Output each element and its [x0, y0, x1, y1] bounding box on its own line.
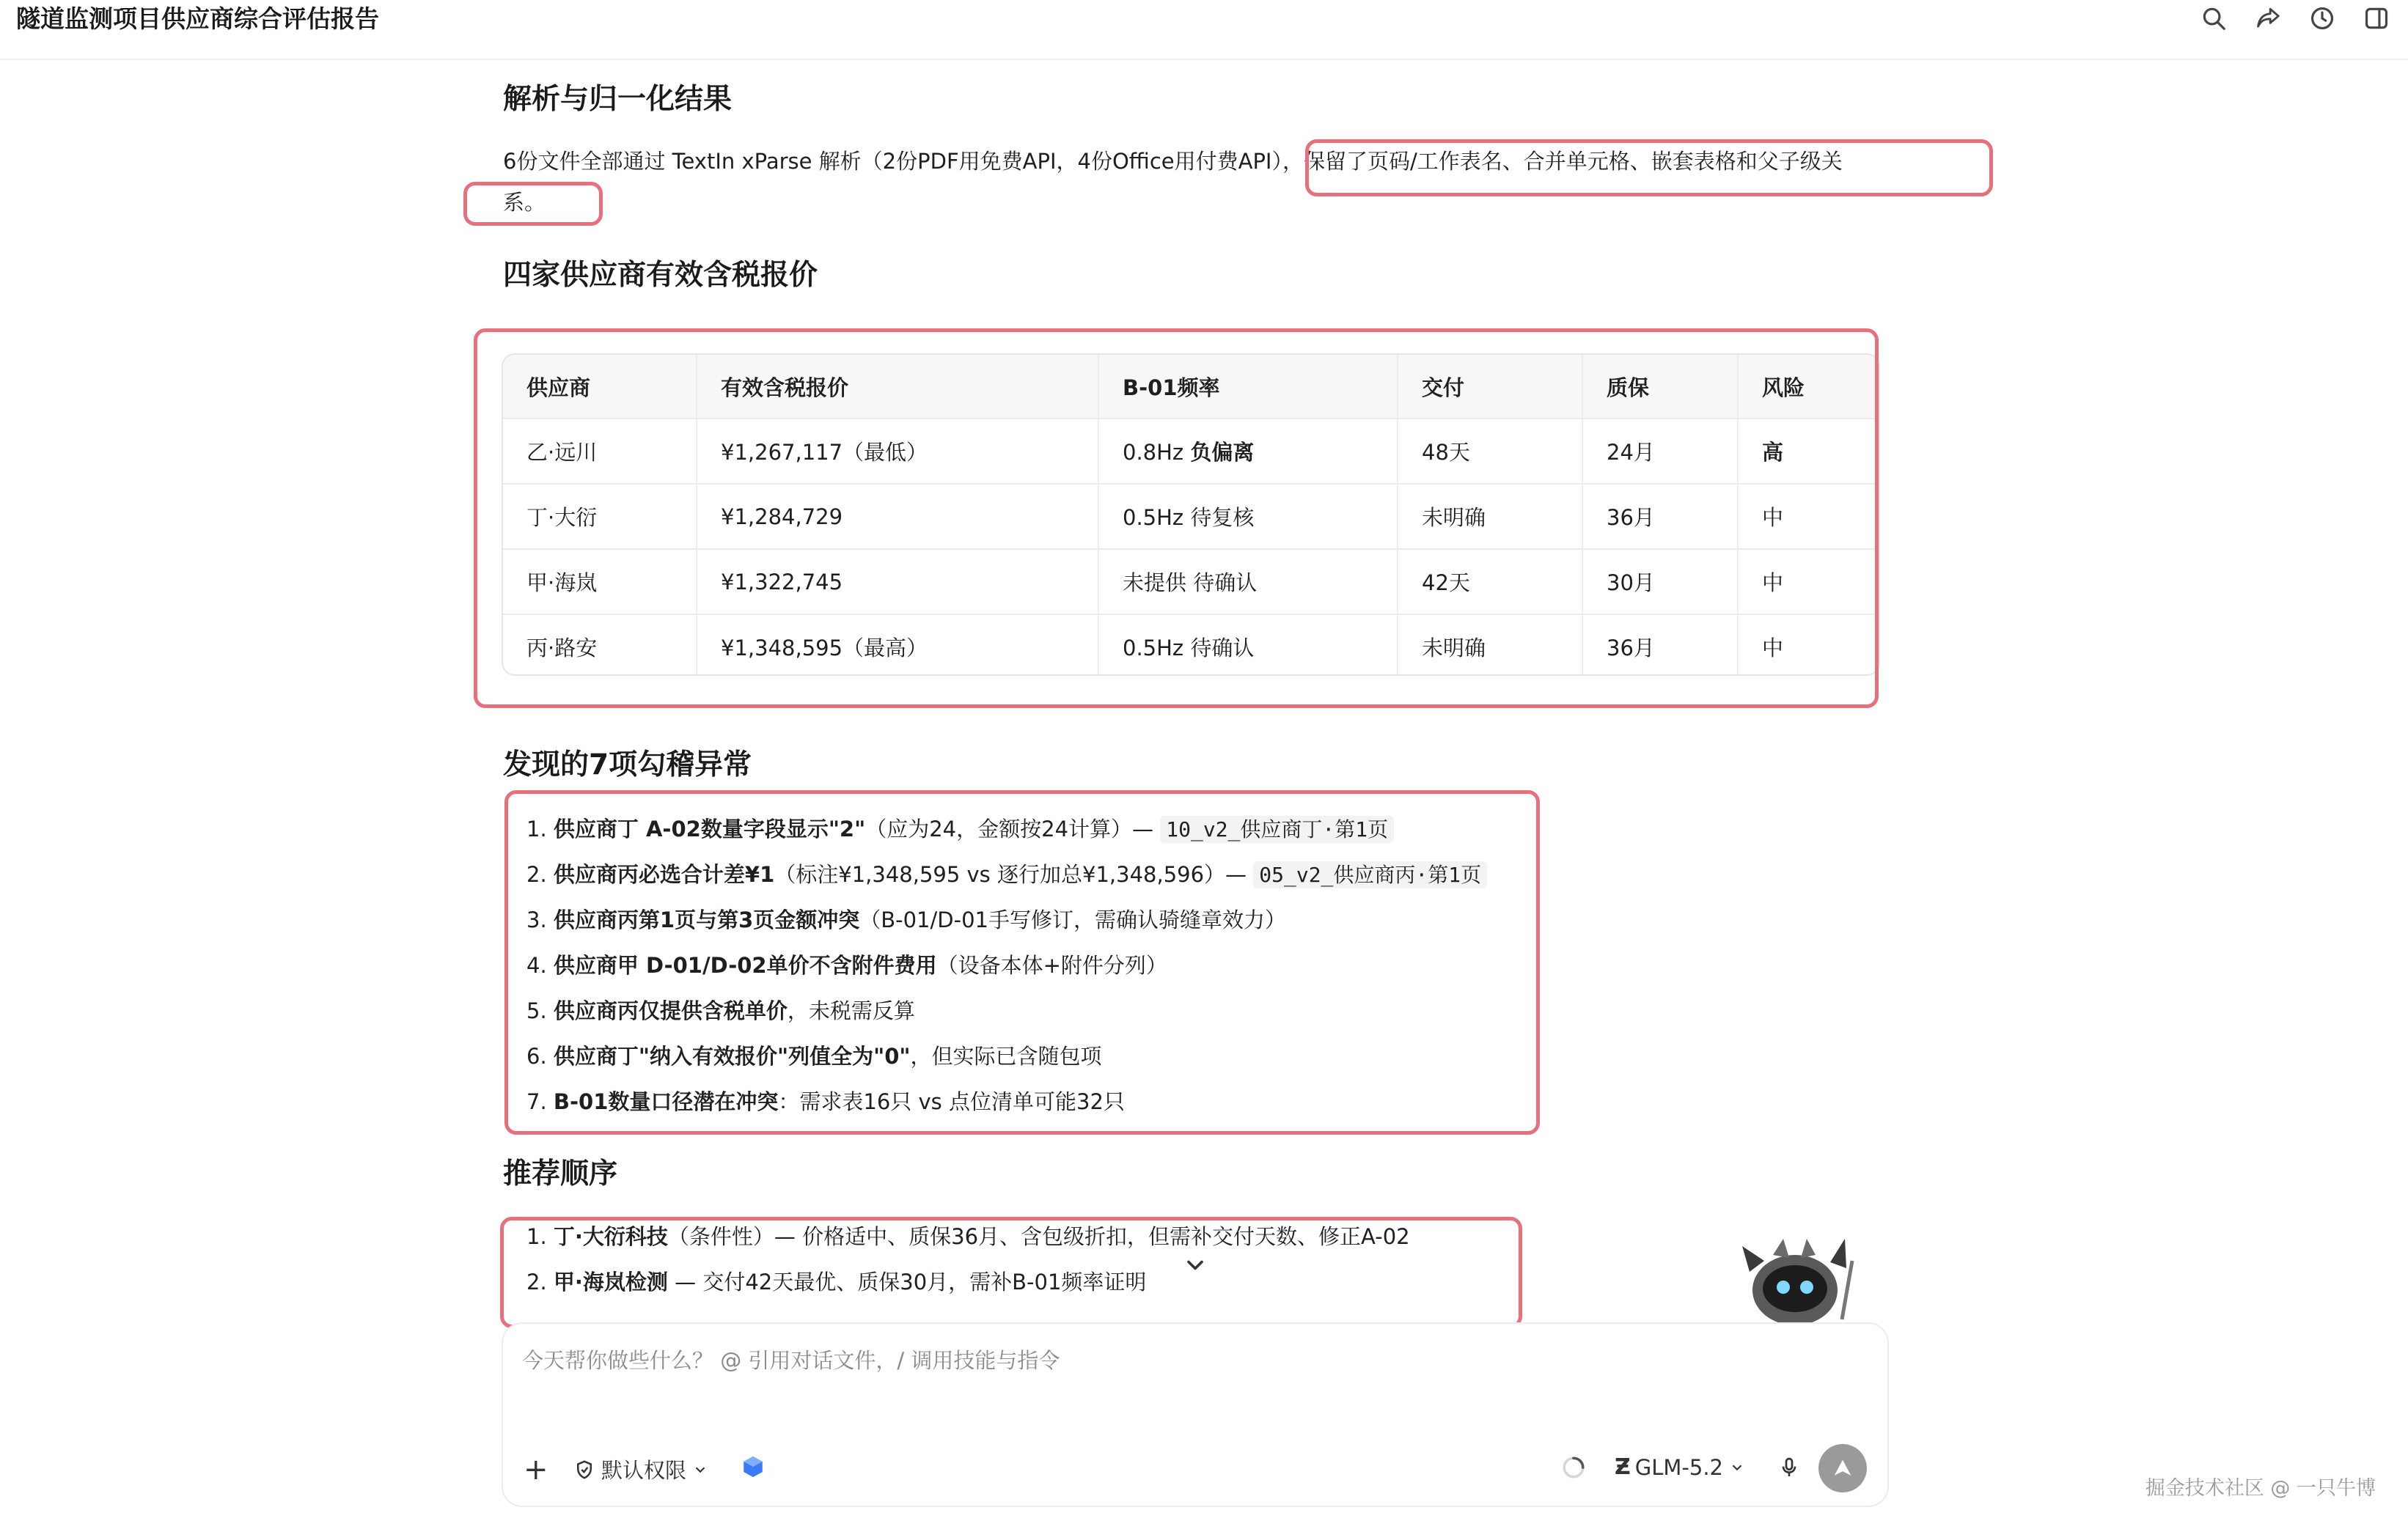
cell-risk: 中	[1738, 549, 1880, 614]
history-icon[interactable]	[2308, 4, 2336, 32]
send-arrow-icon	[1830, 1456, 1855, 1481]
column-header-b01-frequency: B-01频率	[1098, 355, 1398, 419]
chevron-down-icon	[692, 1462, 708, 1478]
cell-risk: 中	[1738, 484, 1880, 549]
source-reference: 10_v2_供应商丁·第1页	[1160, 816, 1394, 843]
skill-cube-icon[interactable]	[741, 1454, 766, 1479]
frequency-value: 0.5Hz	[1123, 636, 1184, 660]
table-header-row	[503, 355, 1880, 419]
toolbar-icons	[2200, 4, 2390, 32]
cell-delivery: 48天	[1398, 419, 1582, 484]
frequency-note: 负偏离	[1190, 440, 1255, 465]
list-item: 1. 丁·大衍科技（条件性）— 价格适中、质保36月、含包级折扣，但需补交付天数、修正A-02	[526, 1224, 1410, 1249]
cell-delivery: 42天	[1398, 549, 1582, 614]
heading-recommendation: 推荐顺序	[503, 1157, 618, 1190]
cell-frequency	[1098, 549, 1398, 614]
cell-risk: 中	[1762, 636, 1784, 660]
share-icon[interactable]	[2254, 4, 2282, 32]
list-item: 3. 供应商丙第1页与第3页金额冲突（B-01/D-01手写修订，需确认骑缝章效力）	[526, 907, 1286, 932]
cell-vendor: 丙·路安	[503, 614, 697, 676]
top-bar	[0, 0, 2408, 60]
vendor-quote-table	[502, 353, 1880, 676]
scroll-down-chevron-icon[interactable]	[1182, 1252, 1208, 1278]
add-attachment-button[interactable]: +	[524, 1453, 548, 1487]
frequency-value: 0.8Hz	[1123, 440, 1184, 465]
cell-warranty: 36月	[1582, 614, 1738, 676]
microphone-icon[interactable]	[1777, 1456, 1801, 1479]
model-label: GLM-5.2	[1634, 1454, 1723, 1480]
column-header-risk: 风险	[1738, 355, 1880, 419]
cell-frequency	[1098, 484, 1398, 549]
list-item: 5. 供应商丙仅提供含税单价，未税需反算	[526, 998, 915, 1023]
chevron-down-icon	[1729, 1459, 1745, 1476]
heading-parse-results: 解析与归一化结果	[503, 83, 733, 116]
list-item: 2. 供应商丙必选合计差¥1（标注¥1,348,595 vs 逐行加总¥1,348,596）— 05_v2_供应商丙·第1页	[526, 852, 1487, 897]
parse-summary-line-2: 系。	[503, 190, 546, 215]
heading-anomalies: 发现的7项勾稽异常	[503, 748, 752, 781]
window-title: 隧道监测项目供应商综合评估报告	[16, 4, 379, 33]
cell-price: ¥1,284,729	[697, 484, 1098, 549]
cell-vendor: 乙·远川	[503, 419, 697, 484]
cell-risk: 高	[1738, 419, 1880, 484]
watermark: 掘金技术社区 @ 一只牛博	[2145, 1477, 2376, 1500]
cell-warranty: 24月	[1582, 419, 1738, 484]
sidebar-toggle-icon[interactable]	[2363, 4, 2390, 32]
cell-warranty: 30月	[1582, 549, 1738, 614]
heading-vendor-quotes: 四家供应商有效含税报价	[503, 259, 818, 292]
column-header-delivery: 交付	[1398, 355, 1582, 419]
loading-spinner-icon	[1560, 1454, 1587, 1481]
list-item: 4. 供应商甲 D-01/D-02单价不含附件费用（设备本体+附件分列）	[526, 953, 1167, 978]
frequency-note: 待复核	[1190, 505, 1255, 530]
cell-vendor: 丁·大衍	[503, 484, 697, 549]
cell-delivery: 未明确	[1398, 484, 1582, 549]
list-item: 2. 甲·海岚检测 — 交付42天最优、质保30月，需补B-01频率证明	[526, 1270, 1147, 1295]
recommendation-list	[526, 1214, 1410, 1305]
robot-mascot-icon	[1713, 1217, 1874, 1327]
cell-price: ¥1,348,595（最高）	[697, 614, 1098, 676]
column-header-price: 有效含税报价	[697, 355, 1098, 419]
cell-price: ¥1,267,117（最低）	[697, 419, 1098, 484]
table-row	[503, 614, 1880, 676]
list-item: 6. 供应商丁"纳入有效报价"列值全为"0"，但实际已含随包项	[526, 1044, 1102, 1069]
permission-label: 默认权限	[601, 1458, 687, 1483]
model-selector[interactable]	[1615, 1454, 1745, 1480]
list-item: 7. B-01数量口径潜在冲突：需求表16只 vs 点位清单可能32只	[526, 1089, 1125, 1114]
frequency-note: 待确认	[1193, 570, 1258, 595]
table-row	[503, 484, 1880, 549]
model-logo-icon: Ƶ	[1615, 1454, 1631, 1480]
cell-vendor: 甲·海岚	[503, 549, 697, 614]
search-icon[interactable]	[2200, 4, 2228, 32]
cell-warranty: 36月	[1582, 484, 1738, 549]
frequency-note: 待确认	[1190, 636, 1255, 660]
frequency-value: 0.5Hz	[1123, 505, 1184, 530]
column-header-vendor: 供应商	[503, 355, 697, 419]
list-item: 1. 供应商丁 A-02数量字段显示"2"（应为24，金额按24计算）— 10_v2_供应商丁·第1页	[526, 806, 1487, 852]
message-input[interactable]: 今天帮你做些什么？ @ 引用对话文件，/ 调用技能与指令	[522, 1348, 1060, 1373]
send-button[interactable]	[1818, 1444, 1867, 1492]
table-row	[503, 419, 1880, 484]
cell-frequency	[1098, 614, 1398, 676]
frequency-value: 未提供	[1123, 570, 1187, 595]
parse-summary-line-1: 6份文件全部通过 TextIn xParse 解析（2份PDF用免费API，4份Office用付费API），保留了页码/工作表名、合并单元格、嵌套表格和父子级关	[503, 149, 1843, 174]
shield-check-icon	[573, 1459, 595, 1481]
table-row	[503, 549, 1880, 614]
permission-selector[interactable]	[573, 1454, 708, 1484]
source-reference: 05_v2_供应商丙·第1页	[1253, 861, 1487, 888]
column-header-warranty: 质保	[1582, 355, 1738, 419]
cell-price: ¥1,322,745	[697, 549, 1098, 614]
cell-delivery: 未明确	[1398, 614, 1582, 676]
cell-frequency	[1098, 419, 1398, 484]
message-composer[interactable]	[502, 1322, 1889, 1507]
anomaly-list	[526, 806, 1487, 1124]
